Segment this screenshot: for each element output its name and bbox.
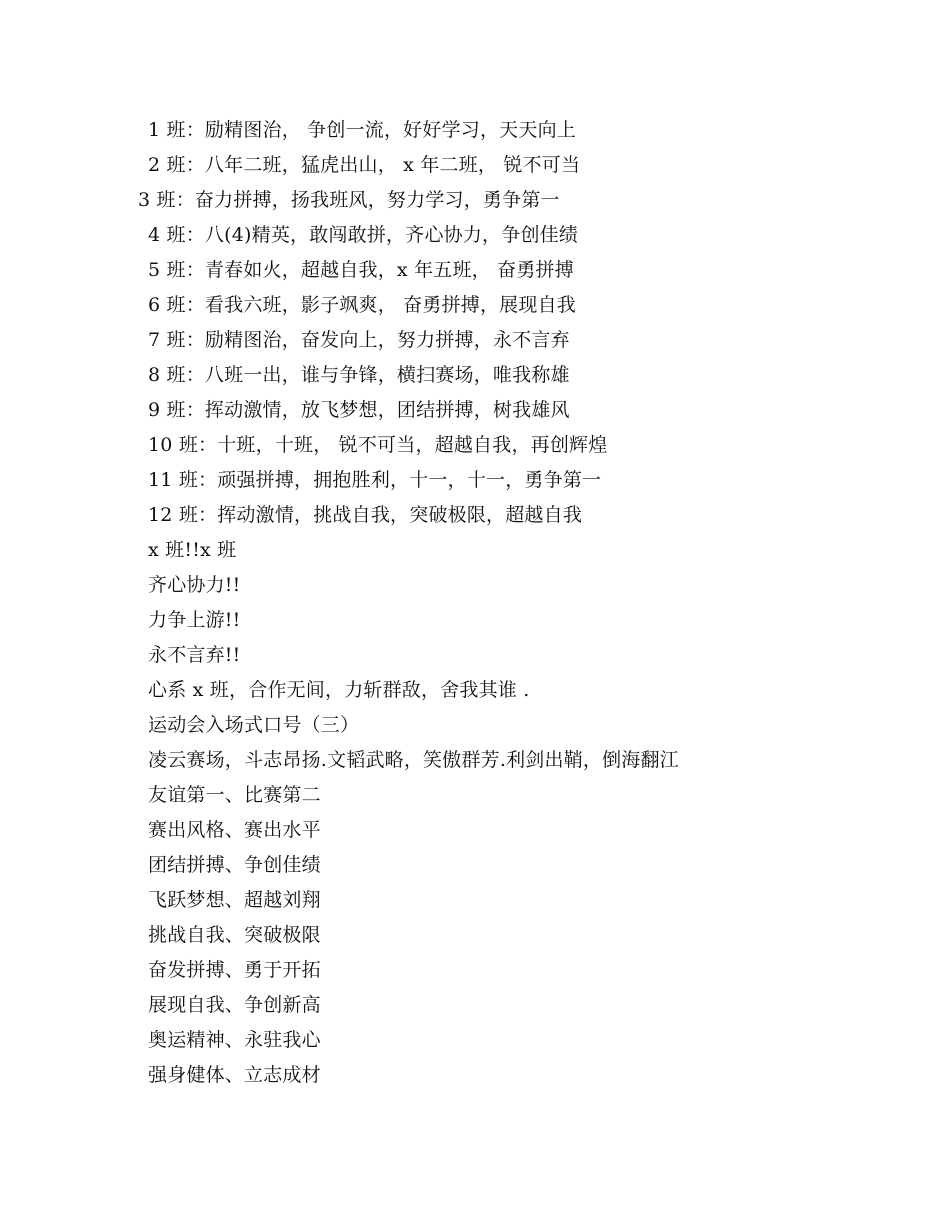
line-10: 10 班：十班，十班， 锐不可当，超越自我，再创辉煌 — [148, 434, 608, 456]
line-19: 凌云赛场，斗志昂扬.文韬武略，笑傲群芳.利剑出鞘，倒海翻江 — [148, 749, 679, 771]
line-6: 6 班：看我六班，影子飒爽， 奋勇拼搏，展现自我 — [148, 294, 576, 316]
slogan-list — [138, 113, 918, 1093]
line-22: 团结拼搏、争创佳绩 — [148, 854, 321, 876]
line-5: 5 班：青春如火，超越自我，x 年五班， 奋勇拼搏 — [148, 259, 574, 281]
line-26: 展现自我、争创新高 — [148, 994, 321, 1016]
line-16: 永不言弃!! — [148, 644, 241, 666]
line-17: 心系 x 班，合作无间，力斩群敌，舍我其谁 . — [148, 679, 530, 701]
line-23: 飞跃梦想、超越刘翔 — [148, 889, 321, 911]
line-14: 齐心协力!! — [148, 574, 241, 596]
line-8: 8 班：八班一出，谁与争锋，横扫赛场，唯我称雄 — [148, 364, 570, 386]
line-7: 7 班：励精图治，奋发向上，努力拼搏，永不言弃 — [148, 329, 570, 351]
line-2: 2 班：八年二班，猛虎出山， x 年二班， 锐不可当 — [148, 154, 581, 176]
line-11: 11 班：顽强拼搏，拥抱胜利，十一，十一，勇争第一 — [148, 469, 602, 491]
line-15: 力争上游!! — [148, 609, 241, 631]
line-28: 强身健体、立志成材 — [148, 1064, 321, 1086]
line-13: x 班!!x 班 — [148, 539, 237, 561]
line-27: 奥运精神、永驻我心 — [148, 1029, 321, 1051]
line-24: 挑战自我、突破极限 — [148, 924, 321, 946]
line-20: 友谊第一、比赛第二 — [148, 784, 321, 806]
section-heading: 运动会入场式口号（三） — [148, 714, 360, 736]
line-1: 1 班：励精图治， 争创一流，好好学习，天天向上 — [148, 119, 576, 141]
line-12: 12 班：挥动激情，挑战自我，突破极限，超越自我 — [148, 504, 583, 526]
line-25: 奋发拼搏、勇于开拓 — [148, 959, 321, 981]
line-21: 赛出风格、赛出水平 — [148, 819, 321, 841]
line-9: 9 班：挥动激情，放飞梦想，团结拼搏，树我雄风 — [148, 399, 570, 421]
line-4: 4 班：八(4)精英，敢闯敢拼，齐心协力，争创佳绩 — [148, 224, 579, 246]
line-3: 3 班：奋力拼搏，扬我班风，努力学习，勇争第一 — [138, 189, 560, 211]
